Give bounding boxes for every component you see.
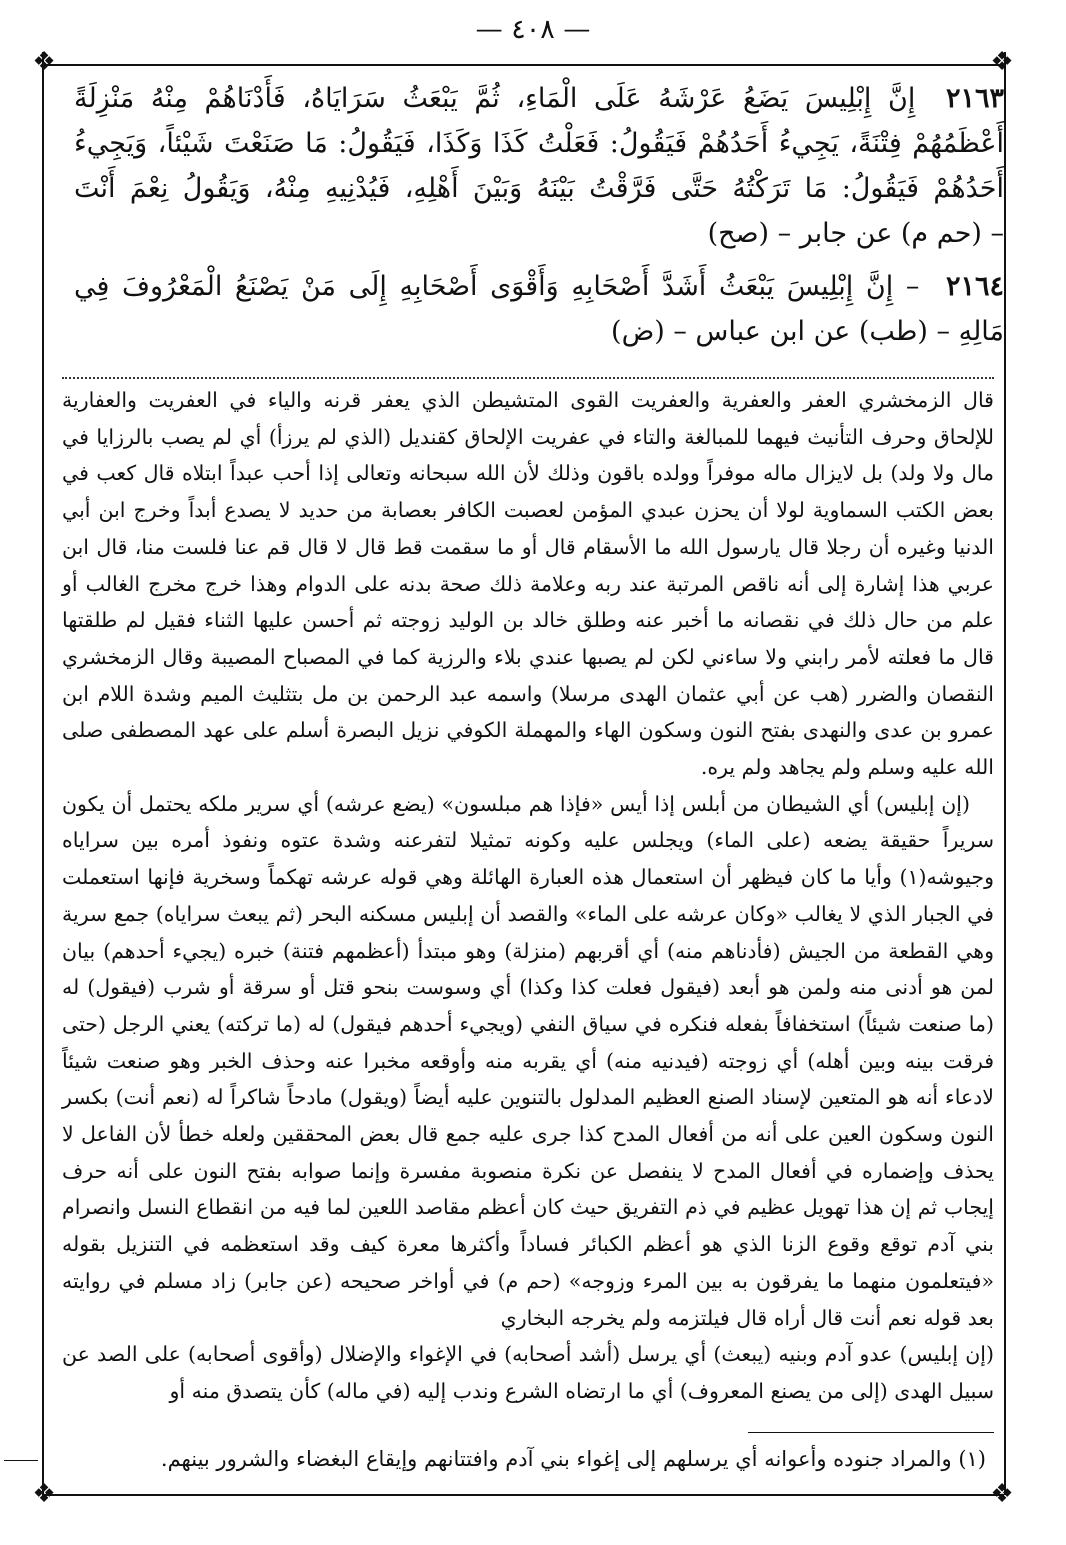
corner-ornament-icon: ❖ xyxy=(32,47,56,77)
hadith-text: إِنَّ إِبْلِيسَ يَضَعُ عَرْشَهُ عَلَى الْمَاءِ، ثُمَّ يَبْعَثُ سَرَايَاهُ، فَأَدْنَاهُمْ مِنْهُ مَنْزِلَةً أَعْظَمُهُمْ فِتْنَةً، يَجِيءُ أَحَدُهُمْ فَيَقُولُ: فَعَلْتُ كَذَا وَكَذَا، فَيَقُولُ: مَا صَنَعْتَ شَيْئاً، وَيَجِيءُ أَحَدُهُمْ فَيَقُولُ: مَا تَرَكْتُهُ حَتَّى فَرَّقْتُ بَيْنَهُ وَبَيْنَ أَهْلِهِ، فَيُدْنِيهِ مِنْهُ، وَيَقُولُ نِعْمَ أَنْتَ xyxy=(74,83,1004,204)
commentary-paragraph: (إن إبليس) أي الشيطان من أبلس إذا أيس «فإذا هم مبلسون» (يضع عرشه) أي سرير ملكه يحتمل أن يكون سريراً حقيقة يضعه (على الماء) ويجلس عليه وكونه تمثيلا لتفرعنه وشدة عتوه ونفوذ أمره بين سراياه وجيوشه(١) وأيا ما كان فيظهر أن استعمال هذه العبارة الهائلة وهي قوله عرشه تهكماً وسخرية فإنها استعملت في الجبار الذي لا يغالب «وكان عرشه على الماء» والقصد أن إبليس مسكنه البحر (ثم يبعث سراياه) جمع سرية وهي القطعة من الجيش (فأدناهم منه) أي أقربهم (منزلة) وهو مبتدأ (أعظمهم فتنة) خبره (يجيء أحدهم) بيان لمن هو أدنى منه ولمن هو أبعد (فيقول فعلت كذا وكذا) أي وسوست بنحو قتل أو سرقة أو شرب (فيقول) له (ما صنعت شيئاً) استخفافاً بفعله فنكره في سياق النفي (ويجيء أحدهم فيقول) له (ما تركته) يعني الرجل (حتى فرقت بينه وبين أهله) أي زوجته (فيدنيه منه) أي يقربه منه وأوقعه مخبرا عنه وحذف الخبر وهو صنعت شيئاً لادعاء أنه هو المتعين لإسناد الصنع العظيم المدلول بالتنوين عليه أيضاً (ويقول) مادحاً شاكراً له (نعم أنت) بكسر النون وسكون العين على أنه من أفعال المدح كذا جرى عليه جمع قال بعض المحققين ولعله خطأ لأن الفاعل لا يحذف وإضماره في أفعال المدح لا ينفصل عن نكرة منصوبة مفسرة وإنما صوابه بفتح النون على أنه حرف إيجاب ثم إن هذا تهويل عظيم في ذم التفريق حيث كان أعظم مقاصد اللعين لما فيه من انقطاع النسل وانصرام بني آدم توقع وقوع الزنا الذي هو أعظم الكبائر فساداً وأكثرها معرة كيف وقد استعظمه في التنزيل بقوله «فيتعلمون منهما ما يفرقون به بين المرء وزوجه» (حم م) في أواخر صحيحه (عن جابر) زاد مسلم في روايته بعد قوله نعم أنت قال أراه قال فيلتزمه ولم يخرجه البخاري xyxy=(62,791,994,1330)
hadith-text: – إِنَّ إِبْلِيسَ يَبْعَثُ أَشَدَّ أَصْحَابِهِ وَأَقْوَى أَصْحَابِهِ إِلَى مَنْ يَصْنَعُ الْمَعْرُوفَ فِي مَالِهِ xyxy=(74,271,1004,347)
dotted-separator xyxy=(62,377,994,379)
corner-ornament-icon: ❖ xyxy=(990,47,1014,77)
commentary-paragraph: قال الزمخشري العفر والعفرية والعفريت القوى المتشيطن الذي يعفر قرنه والياء في العفريت والعفارية للإلحاق وحرف التأنيث فيهما للمبالغة والتاء في عفريت الإلحاق كقنديل (الذي لم يرزأ) أي لم يصب بالرزايا في مال ولا ولد) بل لايزال ماله موفراً وولده باقون وذلك لأن الله سبحانه وتعالى إذا أحب عبداً ابتلاه قال كعب في بعض الكتب السماوية لولا أن يحزن عبدي المؤمن لعصبت الكافر بعصابة من حديد لا يصدع أبداً وخرج ابن أبي الدنيا وغيره أن رجلا قال يارسول الله ما الأسقام قال أو ما سقمت قط قال لا قال قم عنا فلست منا، قال ابن عربي هذا إشارة إلى أنه ناقص المرتبة عند ربه وعلامة ذلك صحة بدنه على الدوام وهذا خرج مخرج الغالب أو علم من حال ذلك في نقصانه ما أخبر عنه وطلق خالد بن الوليد زوجته ثم أحسن عليها الثناء فقيل لم طلقتها قال ما فعلته لأمر رابني ولا ساءني لكن لم يصبها عندي بلاء والرزية كما في المصباح المصيبة وقال الزمخشري النقصان والضرر (هب عن أبي عثمان الهدى مرسلا) واسمه عبد الرحمن بن مل بتثليث الميم وشدة اللام ابن عمرو بن عدى والنهدى بفتح النون وسكون الهاء والمهملة الكوفي نزيل البصرة أسلم على عهد المصطفى صلى الله عليه وسلم ولم يجاهد ولم يره. xyxy=(62,388,994,780)
hadith-number: ٢١٦٤ xyxy=(945,271,1004,302)
corner-ornament-icon: ❖ xyxy=(32,1479,56,1509)
footnote: (١) والمراد جنوده وأعوانه أي يرسلهم إلى إغواء بني آدم وافتتانهم وإيقاع البغضاء والشرور بينهم. xyxy=(160,1447,986,1471)
commentary-section xyxy=(62,382,994,1410)
top-rule xyxy=(42,64,1004,66)
footnote-rule xyxy=(748,1432,994,1433)
hadith-entry xyxy=(74,264,1004,354)
bottom-rule xyxy=(42,1494,1004,1496)
corner-ornament-icon: ❖ xyxy=(990,1479,1014,1509)
hadith-section xyxy=(74,76,1004,362)
page-number: — ٤٠٨ — xyxy=(475,14,591,45)
margin-rule xyxy=(4,1460,38,1461)
hadith-source: – (طب) عن ابن عباس – (ض) xyxy=(611,316,950,347)
hadith-entry xyxy=(74,76,1004,256)
commentary-paragraph: (إن إبليس) عدو آدم وبنيه (يبعث) أي يرسل (أشد أصحابه) في الإغواء والإضلال (وأقوى أصحابه) على الصد عن سبيل الهدى (إلى من يصنع المعروف) أي ما ارتضاه الشرع وندب إليه (في ماله) كأن يتصدق منه أو xyxy=(62,1342,994,1403)
hadith-number: ٢١٦٣ xyxy=(945,83,1004,114)
hadith-source: – (حم م) عن جابر – (صح) xyxy=(707,218,1004,249)
